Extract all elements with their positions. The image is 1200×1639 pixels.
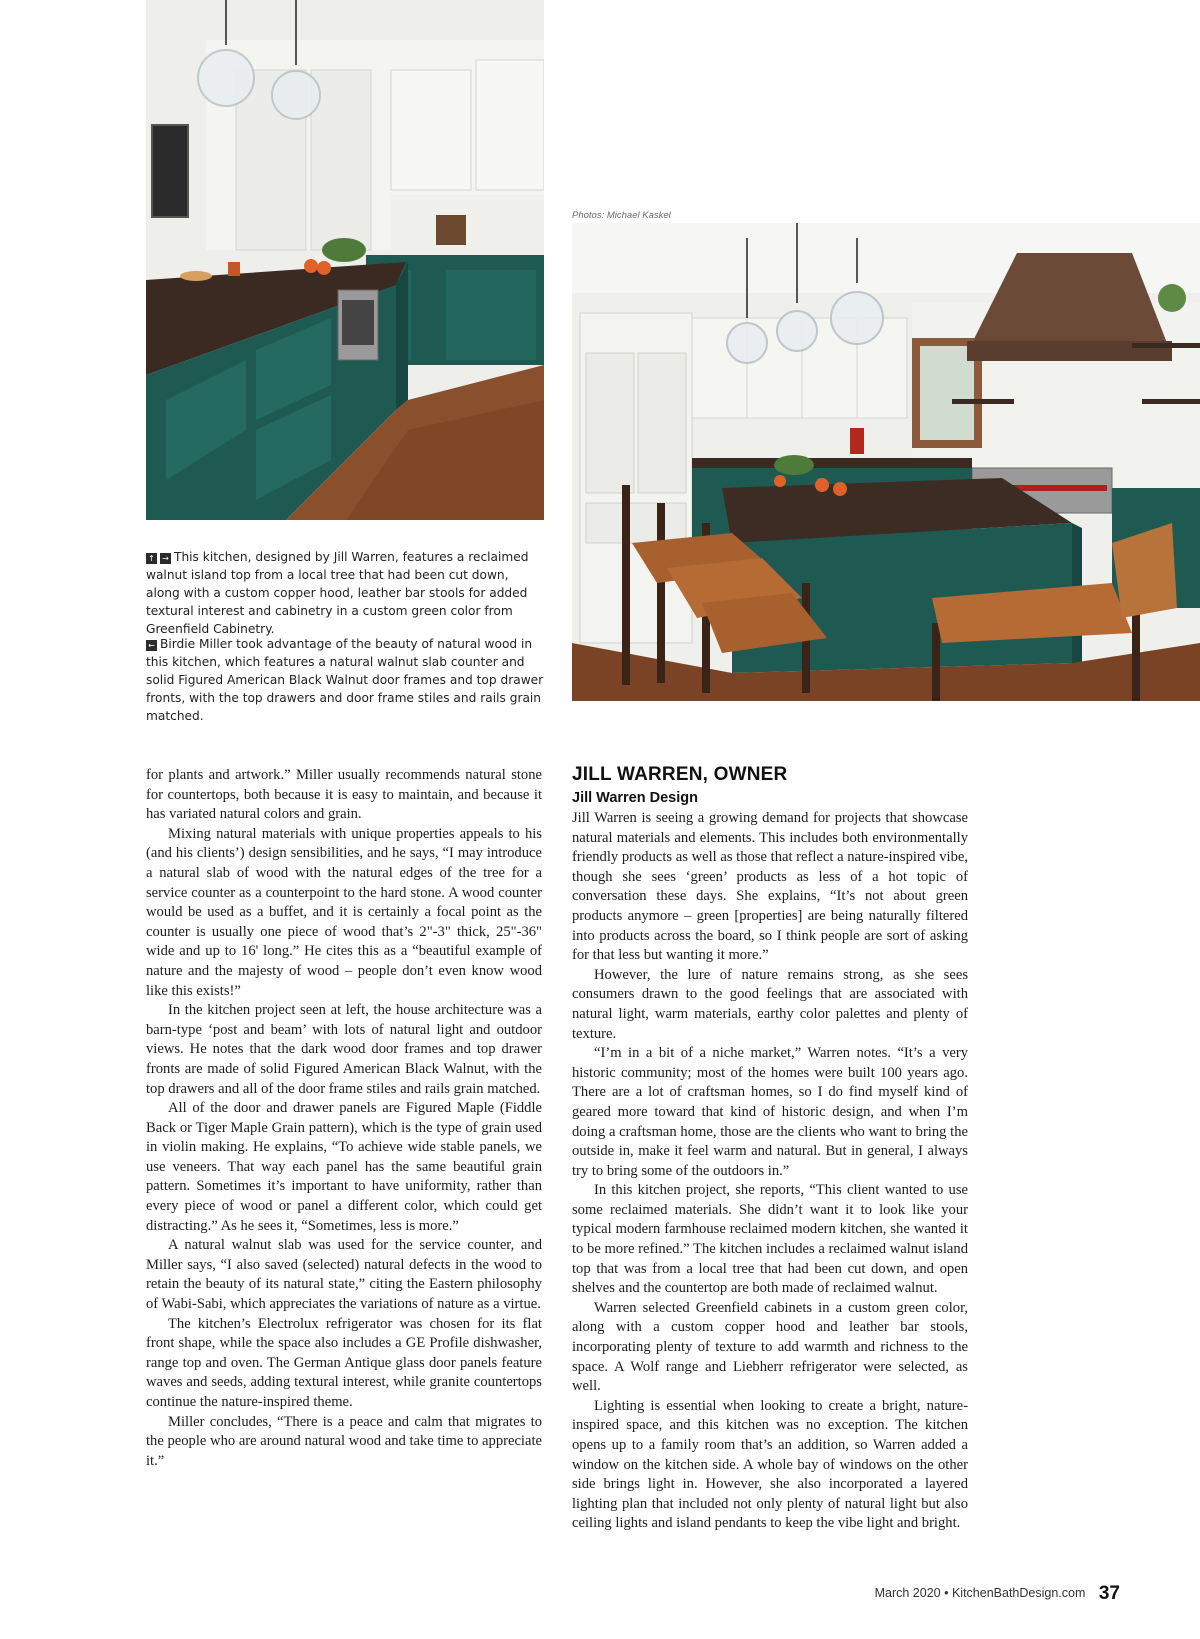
- paragraph: The kitchen’s Electrolux refrigerator was chosen for its flat front shape, while the space also includes a GE Profile dishwasher, range top and oven. The German Antique glass door panels feature waves and seeds, adding textural interest, while granite countertops continue the nature-inspired theme.: [146, 1315, 542, 1410]
- paragraph: “I’m in a bit of a niche market,” Warren notes. “It’s a very historic community; most of the homes were built 100 years ago. There are a lot of craftsman homes, so I do find myself kind of geared more toward that kind of historic design, and when I’m doing a craftsman home, those are the clients who want to bring the outside in, make it feel warm and natural. But in general, I always try to bring some of the outdoors in.”: [572, 1045, 968, 1179]
- article-column-right: [572, 764, 968, 1534]
- article-column-left: [146, 766, 542, 1471]
- paragraph: A natural walnut slab was used for the service counter, and Miller says, “I also saved (selected) natural defects in the wood to retain the beauty of its natural state,” citing the Eastern philosophy of Wabi-Sabi, which appreciates the variations of nature as a virtue.: [146, 1237, 542, 1313]
- photo-caption-warren: [146, 548, 546, 638]
- arrow-left-icon: ←: [146, 640, 157, 651]
- caption-text: This kitchen, designed by Jill Warren, features a reclaimed walnut island top from a local tree that had been cut down, along with a custom copper hood, leather bar stools for added textural interest and cabinetry in a custom green color from Greenfield Cabinetry.: [146, 550, 529, 636]
- caption-text: Birdie Miller took advantage of the beauty of natural wood in this kitchen, which features a natural walnut slab counter and solid Figured American Black Walnut door frames and top drawer fronts, with the top drawers and door frame stiles and rails grain matched.: [146, 637, 544, 723]
- section-subheading: Jill Warren Design: [572, 790, 698, 806]
- arrow-right-icon: →: [160, 553, 171, 564]
- paragraph: Jill Warren is seeing a growing demand for projects that showcase natural materials and elements. This includes both environmentally friendly products as well as those that reflect a nature-inspired vibe, though she sees ‘green’ products as less of a hot topic of conversation these days. She explains, “It’s not about green products anymore – green [properties] are being naturally filtered into products across the board, so I think people are sort of asking for that less but wanting it more.”: [572, 810, 968, 964]
- footer-separator: •: [944, 1586, 949, 1600]
- kitchen-photo-miller: [146, 0, 544, 520]
- paragraph: Lighting is essential when looking to create a bright, nature-inspired space, and this kitchen was no exception. The kitchen opens up to a family room that’s an addition, so Warren added a window on the kitchen side. A whole bay of windows on the other side brings light in. However, she also incorporated a layered lighting plan that included not only plenty of natural light but also ceiling lights and island pendants to keep the vibe light and bright.: [572, 1397, 968, 1532]
- section-heading: JILL WARREN, OWNER: [572, 764, 788, 785]
- paragraph: Warren selected Greenfield cabinets in a custom green color, along with a custom copper hood and leather bar stools, incorporating plenty of texture to add warmth and richness to the space. A Wolf range and Liebherr refrigerator were selected, as well.: [572, 1299, 968, 1395]
- page-footer: [820, 1583, 1120, 1605]
- paragraph: for plants and artwork.” Miller usually recommends natural stone for countertops, both because it is easy to maintain, and because it has variated natural colors and grain.: [146, 767, 542, 823]
- paragraph: However, the lure of nature remains strong, as she sees consumers drawn to the good feelings that are associated with natural light, warm materials, earthy color palettes and plenty of texture.: [572, 966, 968, 1042]
- issue-date: March 2020: [874, 1586, 941, 1600]
- paragraph: In the kitchen project seen at left, the house architecture was a barn-type ‘post and beam’ with lots of natural light and outdoor views. He notes that the dark wood door frames and top drawer fronts are made of solid Figured American Black Walnut, with the top drawers and all of the door frame stiles and rails grain matched.: [146, 1002, 542, 1097]
- paragraph: Miller concludes, “There is a peace and calm that migrates to the people who are around natural wood and take time to appreciate it.”: [146, 1413, 542, 1469]
- photo-caption-miller: [146, 635, 546, 725]
- paragraph: All of the door and drawer panels are Figured Maple (Fiddle Back or Tiger Maple Grain pattern), which is the type of grain used in violin making. He explains, “To achieve wide stable panels, we use veneers. That way each panel has the same beautiful grain pattern. Sometimes it’s important to have uniformity, rather than every piece of wood or panel a different color, which could get distracting.” As he sees it, “Sometimes, less is more.”: [146, 1100, 542, 1234]
- arrow-up-icon: ↑: [146, 553, 157, 564]
- website-link[interactable]: KitchenBathDesign.com: [951, 1586, 1086, 1600]
- paragraph: Mixing natural materials with unique properties appeals to his (and his clients’) design sensibilities, and he says, “I may introduce a natural slab of wood with the natural edges of the tree for a service counter as a counterpoint to the hard stone. A wood counter would be used as a buffet, and it is certainly a focal point as the counter is usually one piece of wood that’s 2"-3" thick, 25"-36" wide and up to 16' long.” He cites this as a “beautiful example of nature and the majesty of wood – people don’t even know wood like this exists!”: [146, 825, 542, 999]
- photo-credit: Photos: Michael Kaskel: [572, 210, 671, 221]
- page-number: 37: [1098, 1583, 1120, 1604]
- paragraph: In this kitchen project, she reports, “This client wanted to use some reclaimed materials. She didn’t want it to look like your typical modern farmhouse reclaimed modern kitchen, she wanted it to be more refined.” The kitchen includes a reclaimed walnut island top that was from a local tree that had been cut down, and open shelves and the countertop are both made of reclaimed walnut.: [572, 1182, 968, 1297]
- kitchen-photo-warren: [572, 223, 1200, 701]
